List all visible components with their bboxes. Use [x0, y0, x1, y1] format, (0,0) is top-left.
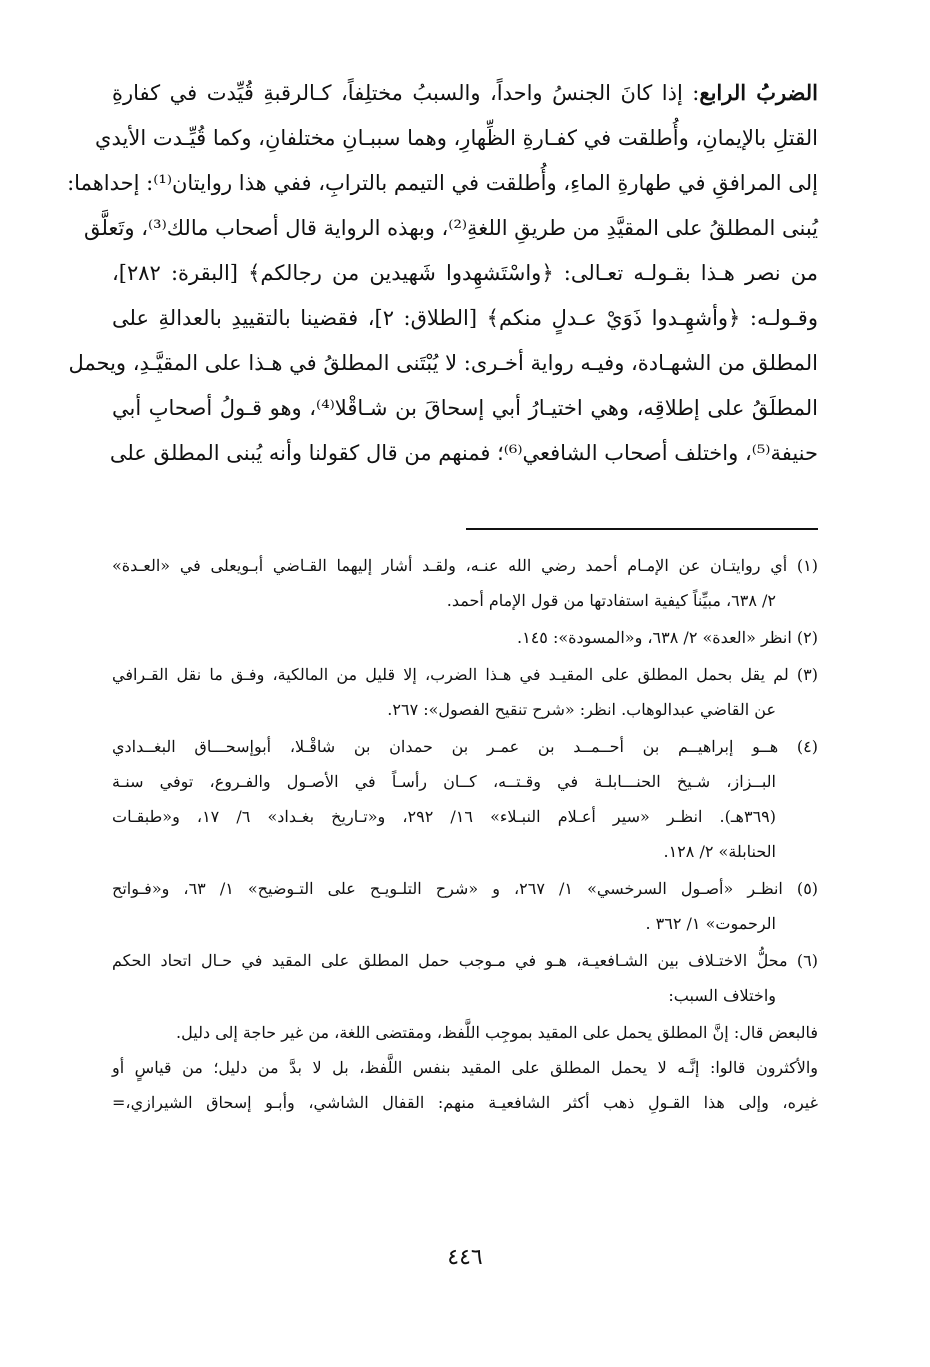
footnote-line: الحنابلة» ٢/ ١٢٨. — [663, 842, 776, 861]
footnote-paragraph: والأكثرون قالوا: إنَّـه لا يحمل المطلق على المقيد بنفس اللَّفظ، بل لا بدَّ من دليل؛ من قياسٍ أو — [112, 1058, 818, 1077]
footnote-paragraph: فالبعض قال: إنَّ المطلق يحمل على المقيد بموجِب اللَّفظ، ومقتضى اللغة، من غير حاجة إلى دليل. — [176, 1023, 818, 1042]
footnote-6 — [112, 943, 818, 1013]
main-text-line: وقـولـه: ﴿وأشهِـدوا ذَوَيْ عـدلٍ منكم﴾ [الطلاق: ٢]، فقضينا بالتقييدِ بالعدالةِ على — [112, 306, 818, 330]
footnote-line: البــزاز، شـيخ الحنـــابلـة في وقـتــه، كــان رأسـاً في الأصـول والفـروع، توفي سنـة — [112, 772, 776, 791]
footnote-divider — [466, 528, 818, 530]
main-text-line: المطلَقُ على إطلاقِه، وهي اختيـارُ أبي إسحاقَ بن شـاقْلا⁽⁴⁾، وهو قـولُ أصحابِ أبي — [112, 396, 818, 420]
footnote-line: (٢) انظر «العدة» ٢/ ٦٣٨، و«المسودة»: ١٤٥. — [517, 628, 818, 647]
main-text-line: المطلق من الشهـادة، وفيـه رواية أخـرى: لا يُبْتَنى المطلقُ في هـذا على المقيَّـدِ، ويحمل — [68, 351, 818, 375]
main-text-body — [67, 70, 819, 476]
footnote-line: (١) أي روايتـان عن الإمـام أحمد رضي الله عنـه، ولقـد أشار إليهما القـاضي أبـويعلى في «العـدة» — [112, 556, 818, 575]
section-heading: الضربُ الرابع — [699, 80, 819, 105]
footnote-paragraph: غيره، وإلى هذا القـولِ ذهب أكثر الشافعيـة منهم: القفال الشاشي، وأبـو إسحاق الشيرازي،= — [112, 1093, 818, 1112]
main-text-line: إلى المرافقِ في طهارةِ الماءِ، وأُطلقت في التيمم بالترابِ، ففي هذا روايتان⁽¹⁾: إحداهما: — [67, 171, 818, 195]
footnote-line: (٣) لم يقل بحمل المطلق على المقيـد في هـذا الضرب، إلا قليل من المالكية، وفـق ما نقل القـرافي — [112, 665, 818, 684]
footnotes-section — [112, 548, 818, 1120]
footnote-line: (٣٦٩هـ). انظـر «سير أعـلام النبـلاء» ١٦/ ٢٩٢، و«تـاريخ بغـداد» ٦/ ١٧، و«طبقـات — [112, 807, 777, 826]
main-text-line: حنيفة⁽⁵⁾، واختلف أصحاب الشافعي⁽⁶⁾؛ فمنهم من قال كقولنا وأنه يُبنى المطلق على — [109, 441, 818, 465]
footnote-line: (٤) هــو إبراهيــم بن أحــمــد بن عمـر بن حمدان بن شاقْـلا، أبوإسحـــاق البغــدادي — [112, 737, 818, 756]
footnote-line: واختلاف السبب: — [668, 986, 776, 1005]
footnote-4 — [112, 729, 818, 869]
footnote-2 — [112, 620, 818, 655]
main-text-line: من نصر هـذا بقـولـه تعـالى: ﴿واسْتَشهِدوا شَهيدين من رجالكم﴾ [البقرة: ٢٨٢]، — [112, 261, 818, 285]
footnote-line: ٢/ ٦٣٨، مبيِّناً كيفية استفادتها من قول الإمام أحمد. — [446, 591, 776, 610]
page-number: ٤٤٦ — [447, 1245, 483, 1270]
footnote-line: (٦) محلُّ الاختـلاف بين الشـافعيـة، هـو في مـوجب حمل المطلق على المقيد في حـال اتحاد الحكم — [112, 951, 818, 970]
footnote-5 — [112, 871, 818, 941]
main-text-line: يُبنى المطلقُ على المقيَّدِ من طريقِ اللغةِ⁽²⁾، وبهذه الرواية قال أصحاب مالك⁽³⁾، وتَعلَّق — [83, 216, 818, 240]
footnote-1 — [112, 548, 818, 618]
main-text-line: القتلِ بالإيمانِ، وأُطلقت في كفـارةِ الظِّهارِ، وهما سببـانِ مختلفانِ، وكما قُيِّـدت الأيدي — [95, 126, 818, 150]
main-text-line: الضربُ الرابع: إذا كانَ الجنسُ واحداً، والسببُ مختلِفاً، كـالرقبةِ قُيِّدت في كفارةِ — [112, 80, 819, 105]
footnote-line: (٥) انظـر «أصـول السرخسي» ١/ ٢٦٧، و «شرح التلـويـح على التـوضيح» ١/ ٦٣، و«فـواتح — [112, 879, 819, 898]
footnote-line: عن القاضي عبدالوهاب. انظر: «شرح تنقيح الفصول»: ٢٦٧. — [387, 700, 776, 719]
footnote-3 — [112, 657, 818, 727]
footnote-line: الرحموت» ١/ ٣٦٢ . — [645, 914, 776, 933]
